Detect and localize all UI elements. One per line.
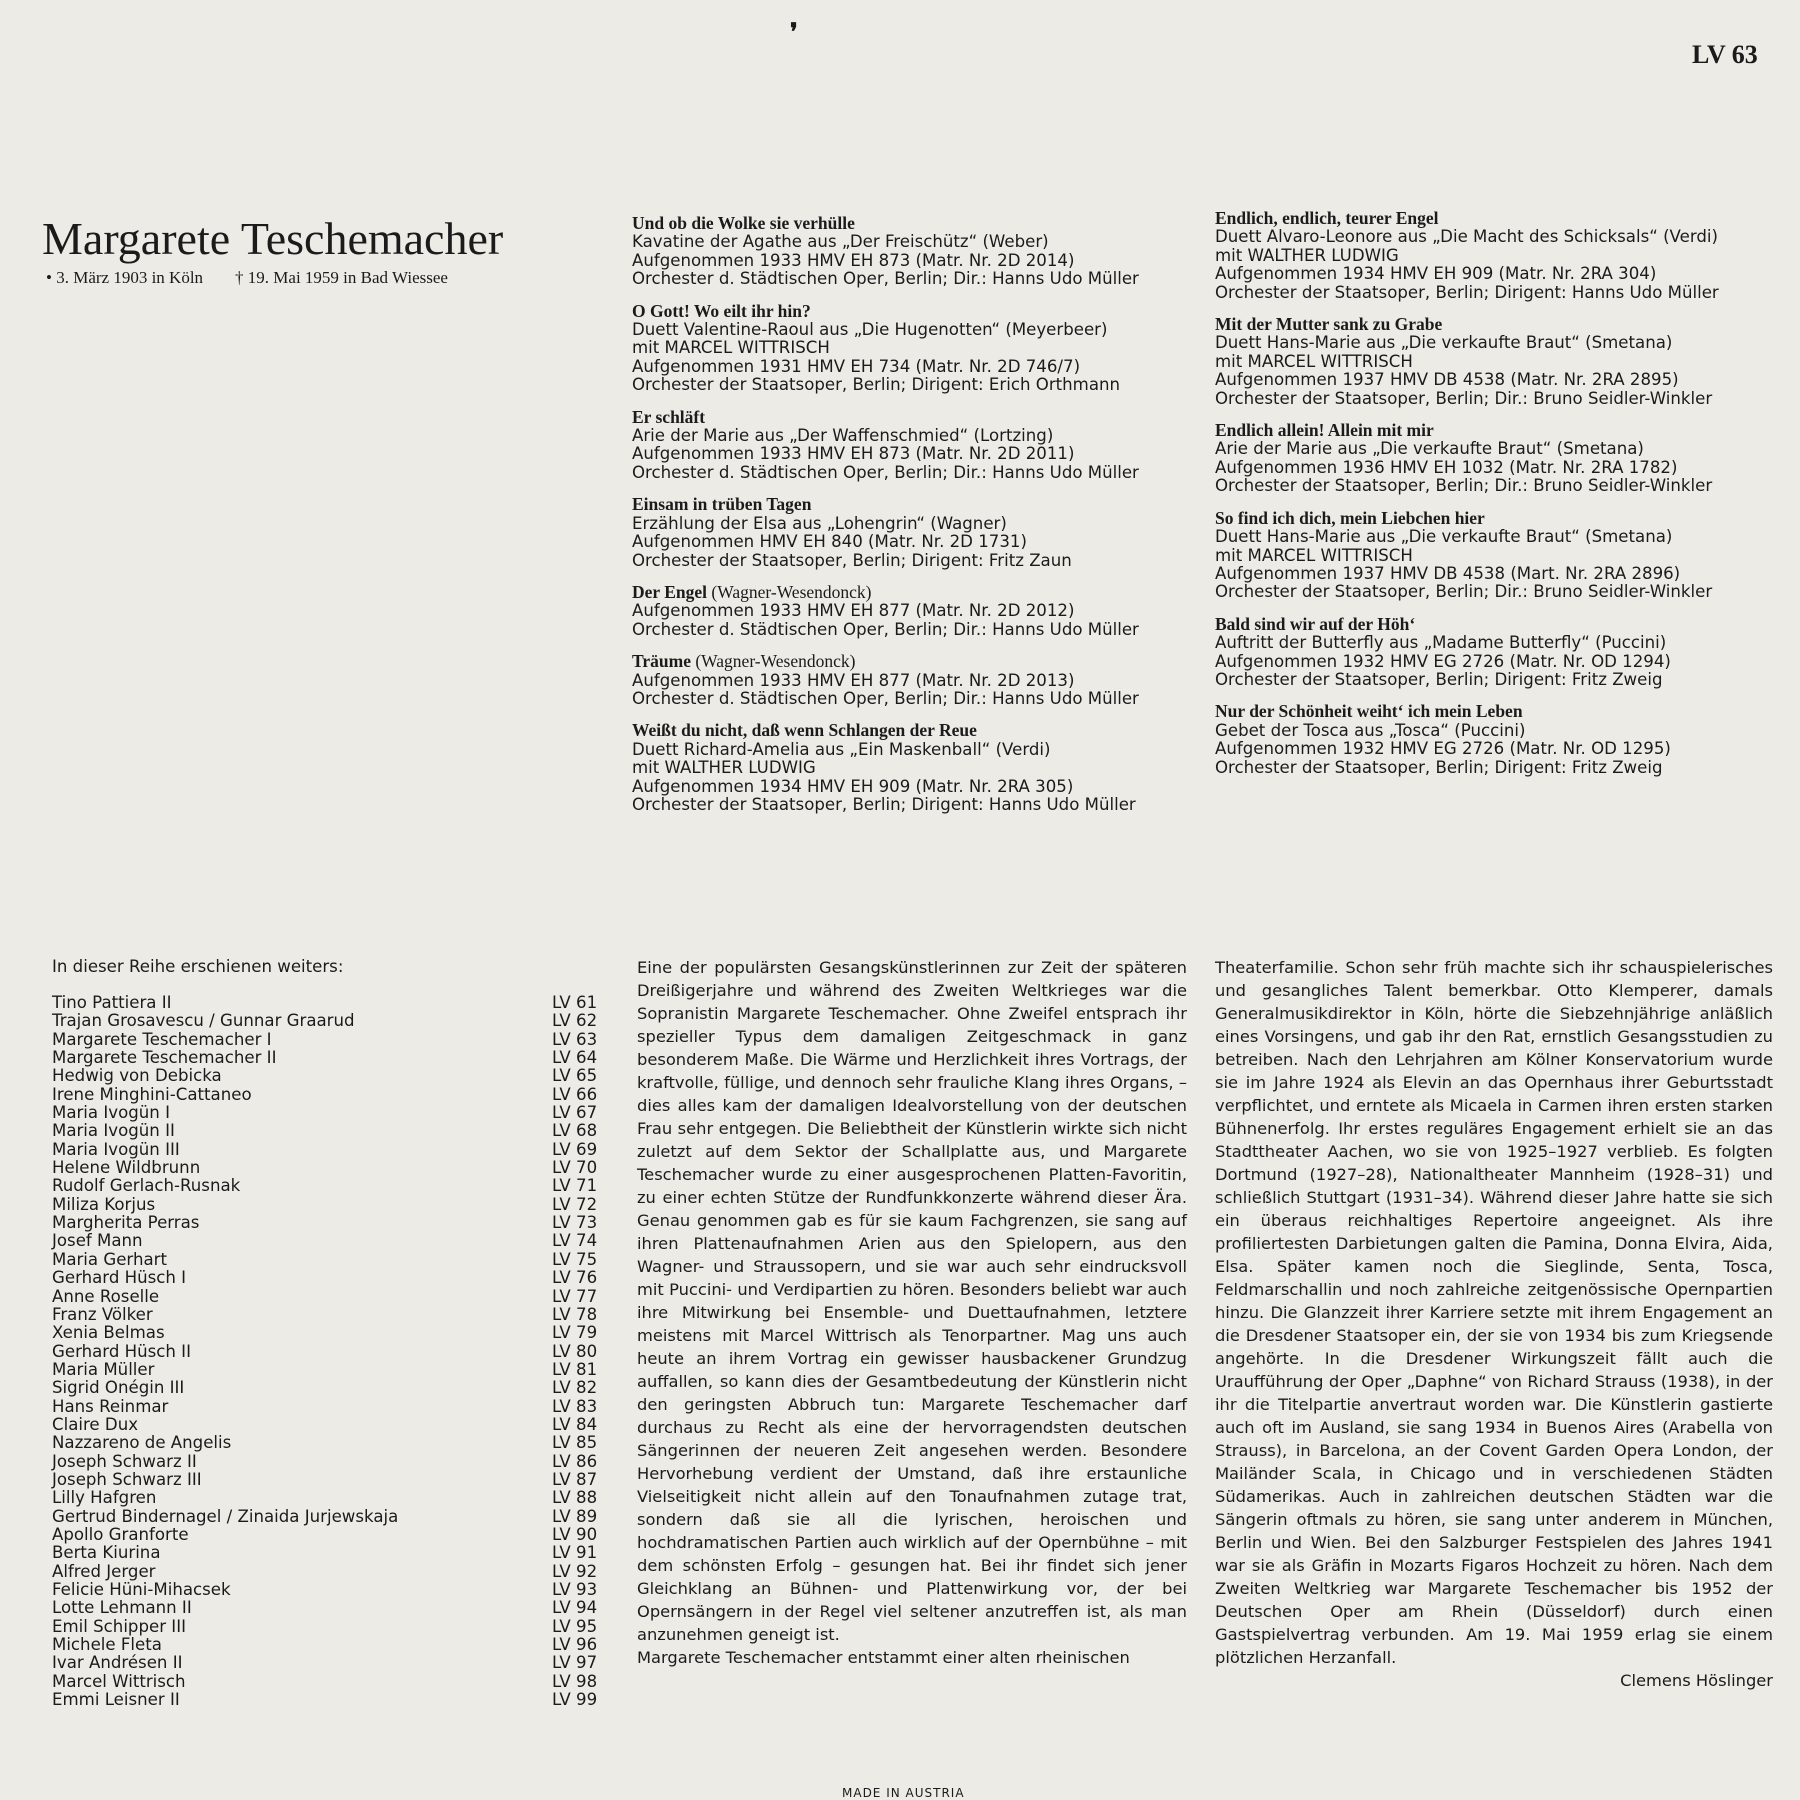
series-item <box>52 1049 612 1067</box>
series-catalog-number: LV 95 <box>552 1616 598 1636</box>
series-artist: Berta Kiurina <box>52 1543 161 1563</box>
series-catalog-number: LV 74 <box>552 1231 598 1251</box>
track-detail-line: Arie der Marie aus „Der Waffenschmied“ (Lortzing) <box>632 426 1054 446</box>
track-detail-line: Duett Alvaro-Leonore aus „Die Macht des Schicksals“ (Verdi) <box>1215 227 1718 247</box>
track-detail-line: mit WALTHER LUDWIG <box>1215 245 1399 265</box>
series-catalog-number: LV 65 <box>552 1066 598 1086</box>
series-artist: Gertrud Bindernagel / Zinaida Jurjewskaja <box>52 1506 399 1526</box>
track-detail-line: Orchester d. Städtischen Oper, Berlin; Dir.: Hanns Udo Müller <box>632 688 1139 708</box>
track-heading <box>1215 421 1785 440</box>
track-entry <box>1215 315 1785 408</box>
series-artist: Emil Schipper III <box>52 1616 186 1636</box>
track-heading <box>632 721 1192 740</box>
track-detail-line: Orchester der Staatsoper, Berlin; Dirigent: Fritz Zaun <box>632 550 1072 570</box>
track-detail-line: Orchester der Staatsoper, Berlin; Dirigent: Hanns Udo Müller <box>1215 282 1719 302</box>
series-catalog-number: LV 76 <box>552 1268 598 1288</box>
made-in-label: MADE IN AUSTRIA <box>842 1786 965 1800</box>
series-catalog-number: LV 80 <box>552 1341 598 1361</box>
series-artist: Apollo Granforte <box>52 1524 189 1544</box>
series-item <box>52 1654 612 1672</box>
series-item <box>52 1361 612 1379</box>
track-detail-line: Orchester der Staatsoper, Berlin; Dirigent: Fritz Zweig <box>1215 757 1663 777</box>
series-item <box>52 1434 612 1452</box>
track-entry <box>632 583 1192 639</box>
track-entry <box>632 302 1192 395</box>
series-item <box>52 1398 612 1416</box>
biography-paragraph: Eine der populärsten Gesangskünstlerinnen zur Zeit der späteren Dreißigerjahre und während des Zweiten Weltkrieges war die Sopranistin Margarete Teschemacher. Ohne Zweifel entsprach ihr spezieller Typus dem damaligen Zeitgeschmack in ganz besonderem Maße. Die Wärme und Herzlichkeit ihres Vortrags, der kraftvolle, füllige, und dennoch sehr frauliche Klang ihres Organs, – dies alles kam der damaligen Idealvorstellung von der deutschen Frau sehr entgegen. Die Beliebtheit der Künstlerin wirkte sich nicht zuletzt auf dem Sektor der Schallplatte aus, und Margarete Teschemacher wurde zu einer ausgesprochenen Platten-Favoritin, zu einer echten Stütze der Rundfunkkonzerte während dieser Ära. Genau genommen gab es für sie kaum Fachgrenzen, sie sang auf ihren Plattenaufnahmen Arien aus den Spielopern, aus den Wagner- und Straussopern, und sie war auch sehr eindrucksvoll mit Puccini- und Verdipartien zu hören. Besonders beliebt war auch ihre Mitwirkung bei Ensemble- und Duettaufnahmen, letztere meistens mit Marcel Wittrisch als Tenorpartner. Mag uns auch heute an ihrem Vortrag ein gewisser hausbackener Grundzug auffallen, so kann dies der Gesamtbedeutung der Künstlerin nicht den geringsten Abbruch tun: Margarete Teschemacher darf durchaus zu Recht als eine der hervorragendsten deutschen Sängerinnen der neueren Zeit angesehen werden. Besondere Hervorhebung verdient der Umstand, daß ihre erstaunliche Vielseitigkeit nicht allein auf den Tonaufnahmen zutage trat, sondern daß sie all die lyrischen, heroischen und hochdramatischen Partien auch wirklich auf der Opernbühne – mit dem schönsten Erfolg – gesungen hat. Bei ihr findet sich jener Gleichklang an Bühnen- und Plattenwirkung vor, der bei Opernsängern in der Regel viel seltener anzutreffen ist, als man anzunehmen geneigt ist. <box>637 958 1187 1644</box>
track-entry <box>1215 615 1785 690</box>
series-catalog-number: LV 82 <box>552 1378 598 1398</box>
series-item <box>52 1599 612 1617</box>
track-title: Der Engel <box>632 581 708 602</box>
series-item <box>52 1581 612 1599</box>
track-title: Einsam in trüben Tagen <box>632 494 812 515</box>
series-artist: Lotte Lehmann II <box>52 1598 192 1618</box>
series-catalog-number: LV 78 <box>552 1304 598 1324</box>
track-detail-line: Aufgenommen 1932 HMV EG 2726 (Matr. Nr. OD 1294) <box>1215 651 1671 671</box>
series-catalog-number: LV 69 <box>552 1139 598 1159</box>
track-title: Endlich allein! Allein mit mir <box>1215 420 1434 441</box>
series-artist: Hedwig von Debicka <box>52 1066 222 1086</box>
series-artist: Rudolf Gerlach-Rusnak <box>52 1176 241 1196</box>
track-detail-line: Gebet der Tosca aus „Tosca“ (Puccini) <box>1215 720 1526 740</box>
biography-column-2 <box>1215 956 1773 1692</box>
track-detail-line: Duett Hans-Marie aus „Die verkaufte Braut“ (Smetana) <box>1215 527 1673 547</box>
track-detail-line: Aufgenommen 1932 HMV EG 2726 (Matr. Nr. OD 1295) <box>1215 739 1671 759</box>
series-artist: Trajan Grosavescu / Gunnar Graarud <box>52 1011 355 1031</box>
track-title: Endlich, endlich, teurer Engel <box>1215 208 1439 228</box>
series-artist: Margherita Perras <box>52 1213 200 1233</box>
series-catalog-number: LV 83 <box>552 1396 598 1416</box>
series-item <box>52 1269 612 1287</box>
series-artist: Ivar Andrésen II <box>52 1653 183 1673</box>
series-artist: Marcel Wittrisch <box>52 1671 186 1691</box>
track-title: So find ich dich, mein Liebchen hier <box>1215 507 1485 528</box>
series-item <box>52 1288 612 1306</box>
track-detail-line: Orchester der Staatsoper, Berlin; Dir.: Bruno Seidler-Winkler <box>1215 476 1713 496</box>
track-entry <box>1215 702 1785 777</box>
series-item <box>52 1196 612 1214</box>
series-item <box>52 1453 612 1471</box>
series-catalog-number: LV 89 <box>552 1506 598 1526</box>
track-entry <box>1215 509 1785 602</box>
track-entry <box>1215 209 1785 302</box>
track-list-column-2 <box>1215 209 1785 790</box>
track-title: Er schläft <box>632 406 706 427</box>
track-list-column-1 <box>632 214 1192 827</box>
series-item <box>52 1159 612 1177</box>
track-detail-line: Arie der Marie aus „Die verkaufte Braut“ (Smetana) <box>1215 439 1644 459</box>
artist-name: Margarete Teschemacher <box>42 213 504 264</box>
track-detail-line: Aufgenommen 1937 HMV DB 4538 (Mart. Nr. 2RA 2896) <box>1215 563 1681 583</box>
author-signature: Clemens Höslinger <box>1620 1671 1773 1690</box>
track-entry <box>632 408 1192 483</box>
track-heading <box>1215 315 1785 334</box>
series-artist: Xenia Belmas <box>52 1323 165 1343</box>
series-item <box>52 1636 612 1654</box>
series-catalog-number: LV 93 <box>552 1580 598 1599</box>
series-artist: Miliza Korjus <box>52 1194 156 1214</box>
series-catalog-number: LV 85 <box>552 1433 598 1453</box>
series-artist: Alfred Jerger <box>52 1561 156 1581</box>
series-catalog-number: LV 88 <box>552 1488 598 1508</box>
track-title: Mit der Mutter sank zu Grabe <box>1215 314 1443 335</box>
series-item <box>52 1086 612 1104</box>
series-artist: Nazzareno de Angelis <box>52 1433 232 1453</box>
birth-date: • 3. März 1903 in Köln <box>46 268 204 287</box>
track-heading <box>1215 209 1785 228</box>
series-item <box>52 1563 612 1581</box>
series-item <box>52 1544 612 1562</box>
track-detail-line: Aufgenommen 1937 HMV DB 4538 (Matr. Nr. 2RA 2895) <box>1215 370 1679 390</box>
catalog-number: LV 63 <box>1692 40 1758 69</box>
track-entry <box>632 721 1192 814</box>
track-title: Und ob die Wolke sie verhülle <box>632 213 855 233</box>
track-title: Träume <box>632 651 691 672</box>
series-item <box>52 1508 612 1526</box>
death-date: † 19. Mai 1959 in Bad Wiessee <box>235 268 448 287</box>
series-artist: Michele Fleta <box>52 1635 162 1655</box>
series-item <box>52 1673 612 1691</box>
biography-paragraph: Theaterfamilie. Schon sehr früh machte sich ihr schauspielerisches und gesangliches Talent bemerkbar. Otto Klemperer, damals Generalmusikdirektor in Köln, hörte die Siebzehnjährige anläßlich eines Vorsingens, und gab ihr den Rat, ernstlich Gesangsstudien zu betreiben. Nach den Lehrjahren am Kölner Konservatorium wurde sie im Jahre 1924 als Elevin an das Opernhaus ihrer Geburtsstadt verpflichtet, und erntete als Micaela in Carmen ihren ersten starken Bühnenerfolg. Ihr erstes reguläres Engagement erhielt sie an das Stadttheater Aachen, wo sie von 1925–1927 verblieb. Es folgten Dortmund (1927–28), Nationaltheater Mannheim (1928–31) und schließlich Stuttgart (1931–34). Während dieser Jahre hatte sie sich ein überaus reichhaltiges Repertoire angeeignet. Als ihre profiliertesten Darbietungen galten die Pamina, Donna Elvira, Aida, Elsa. Später kamen noch die Sieglinde, Senta, Tosca, Feldmarschallin und noch zahlreiche zeitgenössische Opernpartien hinzu. Die Glanzzeit ihrer Karriere setzte mit ihrem Engagement an die Dresdener Staatsoper ein, der sie von 1934 bis zum Kriegsende angehörte. In die Dresdener Wirkungszeit fällt auch die Uraufführung der Oper „Daphne“ von Richard Strauss (1938), in der ihr die Titelpartie anvertraut worden war. Die Künstlerin gastierte auch oft im Ausland, sie sang 1934 in Buenos Aires (Arabella von Strauss), in Barcelona, an der Covent Garden Opera London, der Mailänder Scala, in Chicago und in verschiedenen Städten Südamerikas. Auch in zahlreichen deutschen Städten war die Sängerin oftmals zu hören, sie sang unter anderem in München, Berlin und Wien. Bei den Salzburger Festspielen des Jahres 1941 war sie als Gräfin in Mozarts Figaros Hochzeit zu hören. Nach dem Zweiten Weltkrieg war Margarete Teschemacher bis 1952 der Deutschen Oper am Rhein (Düsseldorf) durch einen Gastspielvertrag verbunden. Am 19. Mai 1959 erlag sie einem plötzlichen Herzanfall. <box>1215 958 1773 1667</box>
track-composer: (Wagner-Wesendonck) <box>707 581 872 602</box>
track-heading <box>1215 615 1785 634</box>
series-artist: Maria Gerhart <box>52 1249 167 1269</box>
series-item <box>52 1471 612 1489</box>
series-catalog-number: LV 84 <box>552 1414 598 1434</box>
track-composer: (Wagner-Wesendonck) <box>690 651 856 672</box>
series-item <box>52 1618 612 1636</box>
series-catalog-number: LV 62 <box>552 1011 598 1031</box>
series-artist: Maria Ivogün III <box>52 1139 180 1159</box>
track-detail-line: Orchester der Staatsoper, Berlin; Dir.: Bruno Seidler-Winkler <box>1215 582 1713 602</box>
track-detail-line: Orchester der Staatsoper, Berlin; Dirigent: Hanns Udo Müller <box>632 794 1136 814</box>
track-detail-line: mit MARCEL WITTRISCH <box>632 338 830 358</box>
series-item <box>52 1141 612 1159</box>
series-artist: Hans Reinmar <box>52 1396 169 1416</box>
track-detail-line: Orchester d. Städtischen Oper, Berlin; Dir.: Hanns Udo Müller <box>632 462 1139 482</box>
series-catalog-number: LV 97 <box>552 1653 598 1673</box>
track-heading <box>632 495 1192 514</box>
series-catalog-number: LV 77 <box>552 1286 598 1306</box>
series-catalog-number: LV 75 <box>552 1249 598 1269</box>
series-item <box>52 1104 612 1122</box>
track-heading <box>632 302 1192 321</box>
series-item <box>52 1067 612 1085</box>
track-detail-line: Orchester d. Städtischen Oper, Berlin; Dir.: Hanns Udo Müller <box>632 619 1139 639</box>
series-catalog-number: LV 81 <box>552 1359 598 1379</box>
track-detail-line: Aufgenommen 1933 HMV EH 877 (Matr. Nr. 2D 2012) <box>632 601 1075 621</box>
series-catalog-number: LV 96 <box>552 1635 598 1655</box>
series-artist: Maria Ivogün I <box>52 1103 170 1123</box>
track-detail-line: Orchester d. Städtischen Oper, Berlin; Dir.: Hanns Udo Müller <box>632 269 1139 289</box>
series-catalog-number: LV 98 <box>552 1671 598 1691</box>
series-catalog-number: LV 87 <box>552 1469 598 1489</box>
series-catalog-number: LV 64 <box>552 1048 598 1068</box>
series-catalog-number: LV 71 <box>552 1176 598 1196</box>
artist-dates <box>46 268 448 288</box>
track-detail-line: mit MARCEL WITTRISCH <box>1215 545 1413 565</box>
series-item <box>52 1379 612 1397</box>
series-artist: Anne Roselle <box>52 1286 160 1306</box>
series-item <box>52 1526 612 1544</box>
series-catalog-number: LV 73 <box>552 1213 598 1233</box>
series-catalog-number: LV 94 <box>552 1598 598 1618</box>
track-detail-line: Aufgenommen 1934 HMV EH 909 (Matr. Nr. 2RA 304) <box>1215 264 1657 284</box>
series-catalog-number: LV 67 <box>552 1103 598 1123</box>
series-artist: Emmi Leisner II <box>52 1690 180 1710</box>
series-artist: Joseph Schwarz III <box>52 1469 202 1489</box>
series-catalog-number: LV 70 <box>552 1158 598 1178</box>
series-artist: Gerhard Hüsch I <box>52 1268 187 1288</box>
track-detail-line: Auftritt der Butterfly aus „Madame Butterfly“ (Puccini) <box>1215 633 1667 653</box>
biography-column-1 <box>637 956 1187 1669</box>
track-heading <box>632 214 1192 233</box>
track-title: Bald sind wir auf der Höh‘ <box>1215 613 1416 634</box>
series-artist: Felicie Hüni-Mihacsek <box>52 1580 231 1599</box>
track-detail-line: Erzählung der Elsa aus „Lohengrin“ (Wagner) <box>632 513 1007 533</box>
series-item <box>52 1416 612 1434</box>
series-catalog-number: LV 68 <box>552 1121 598 1141</box>
apostrophe-mark: ❜ <box>790 20 798 46</box>
track-detail-line: Kavatine der Agathe aus „Der Freischütz“ (Weber) <box>632 232 1049 252</box>
series-artist: Helene Wildbrunn <box>52 1158 201 1178</box>
series-catalog-number: LV 63 <box>552 1029 598 1049</box>
series-item <box>52 1031 612 1049</box>
biography-paragraph: Margarete Teschemacher entstammt einer alten rheinischen <box>637 1648 1130 1667</box>
track-heading <box>632 583 1192 602</box>
series-list <box>52 957 612 1709</box>
series-item <box>52 1214 612 1232</box>
series-item <box>52 1489 612 1507</box>
series-artist: Irene Minghini-Cattaneo <box>52 1084 252 1104</box>
track-title: Nur der Schönheit weiht‘ ich mein Leben <box>1215 701 1523 722</box>
track-title: O Gott! Wo eilt ihr hin? <box>632 300 811 321</box>
series-item <box>52 994 612 1012</box>
series-item <box>52 1306 612 1324</box>
series-item <box>52 1343 612 1361</box>
series-artist: Gerhard Hüsch II <box>52 1341 191 1361</box>
series-item <box>52 1251 612 1269</box>
track-detail-line: Orchester der Staatsoper, Berlin; Dir.: Bruno Seidler-Winkler <box>1215 388 1713 408</box>
series-catalog-number: LV 72 <box>552 1194 598 1214</box>
series-artist: Margarete Teschemacher I <box>52 1029 272 1049</box>
track-heading <box>632 652 1192 671</box>
track-detail-line: Orchester der Staatsoper, Berlin; Dirigent: Fritz Zweig <box>1215 669 1663 689</box>
track-entry <box>632 652 1192 708</box>
series-item <box>52 1012 612 1030</box>
series-artist: Margarete Teschemacher II <box>52 1048 277 1068</box>
series-item <box>52 1122 612 1140</box>
track-detail-line: mit WALTHER LUDWIG <box>632 758 816 778</box>
series-catalog-number: LV 61 <box>552 993 598 1012</box>
track-detail-line: Duett Valentine-Raoul aus „Die Hugenotten“ (Meyerbeer) <box>632 320 1108 340</box>
track-detail-line: Aufgenommen 1936 HMV EH 1032 (Matr. Nr. 2RA 1782) <box>1215 457 1678 477</box>
series-catalog-number: LV 99 <box>552 1690 598 1710</box>
series-items <box>52 994 612 1709</box>
series-catalog-number: LV 66 <box>552 1084 598 1104</box>
track-detail-line: Aufgenommen 1933 HMV EH 877 (Matr. Nr. 2D 2013) <box>632 670 1075 690</box>
series-artist: Josef Mann <box>52 1231 143 1251</box>
series-catalog-number: LV 86 <box>552 1451 598 1471</box>
track-heading <box>1215 509 1785 528</box>
track-detail-line: Aufgenommen HMV EH 840 (Matr. Nr. 2D 1731) <box>632 532 1027 552</box>
track-detail-line: Aufgenommen 1933 HMV EH 873 (Matr. Nr. 2D 2011) <box>632 444 1075 464</box>
track-detail-line: Aufgenommen 1933 HMV EH 873 (Matr. Nr. 2D 2014) <box>632 250 1075 270</box>
track-detail-line: Orchester der Staatsoper, Berlin; Dirigent: Erich Orthmann <box>632 375 1121 395</box>
series-artist: Claire Dux <box>52 1414 139 1434</box>
series-artist: Joseph Schwarz II <box>52 1451 197 1471</box>
series-artist: Lilly Hafgren <box>52 1488 157 1508</box>
track-detail-line: Duett Hans-Marie aus „Die verkaufte Braut“ (Smetana) <box>1215 333 1673 353</box>
series-catalog-number: LV 92 <box>552 1561 598 1581</box>
series-artist: Maria Ivogün II <box>52 1121 175 1141</box>
series-item <box>52 1177 612 1195</box>
series-artist: Tino Pattiera II <box>52 993 172 1012</box>
track-heading <box>1215 702 1785 721</box>
series-item <box>52 1691 612 1709</box>
series-item <box>52 1232 612 1250</box>
track-entry <box>632 495 1192 570</box>
series-artist: Franz Völker <box>52 1304 153 1324</box>
series-heading: In dieser Reihe erschienen weiters: <box>52 957 344 976</box>
series-item <box>52 1324 612 1342</box>
series-artist: Sigrid Onégin III <box>52 1378 185 1398</box>
track-entry <box>632 214 1192 289</box>
track-title: Weißt du nicht, daß wenn Schlangen der Reue <box>632 720 977 741</box>
series-catalog-number: LV 91 <box>552 1543 598 1563</box>
track-detail-line: mit MARCEL WITTRISCH <box>1215 351 1413 371</box>
track-detail-line: Aufgenommen 1934 HMV EH 909 (Matr. Nr. 2RA 305) <box>632 776 1074 796</box>
series-catalog-number: LV 79 <box>552 1323 598 1343</box>
series-catalog-number: LV 90 <box>552 1524 598 1544</box>
track-detail-line: Aufgenommen 1931 HMV EH 734 (Matr. Nr. 2D 746/7) <box>632 356 1081 376</box>
track-entry <box>1215 421 1785 496</box>
track-detail-line: Duett Richard-Amelia aus „Ein Maskenball“ (Verdi) <box>632 739 1051 759</box>
track-heading <box>632 408 1192 427</box>
series-artist: Maria Müller <box>52 1359 155 1379</box>
